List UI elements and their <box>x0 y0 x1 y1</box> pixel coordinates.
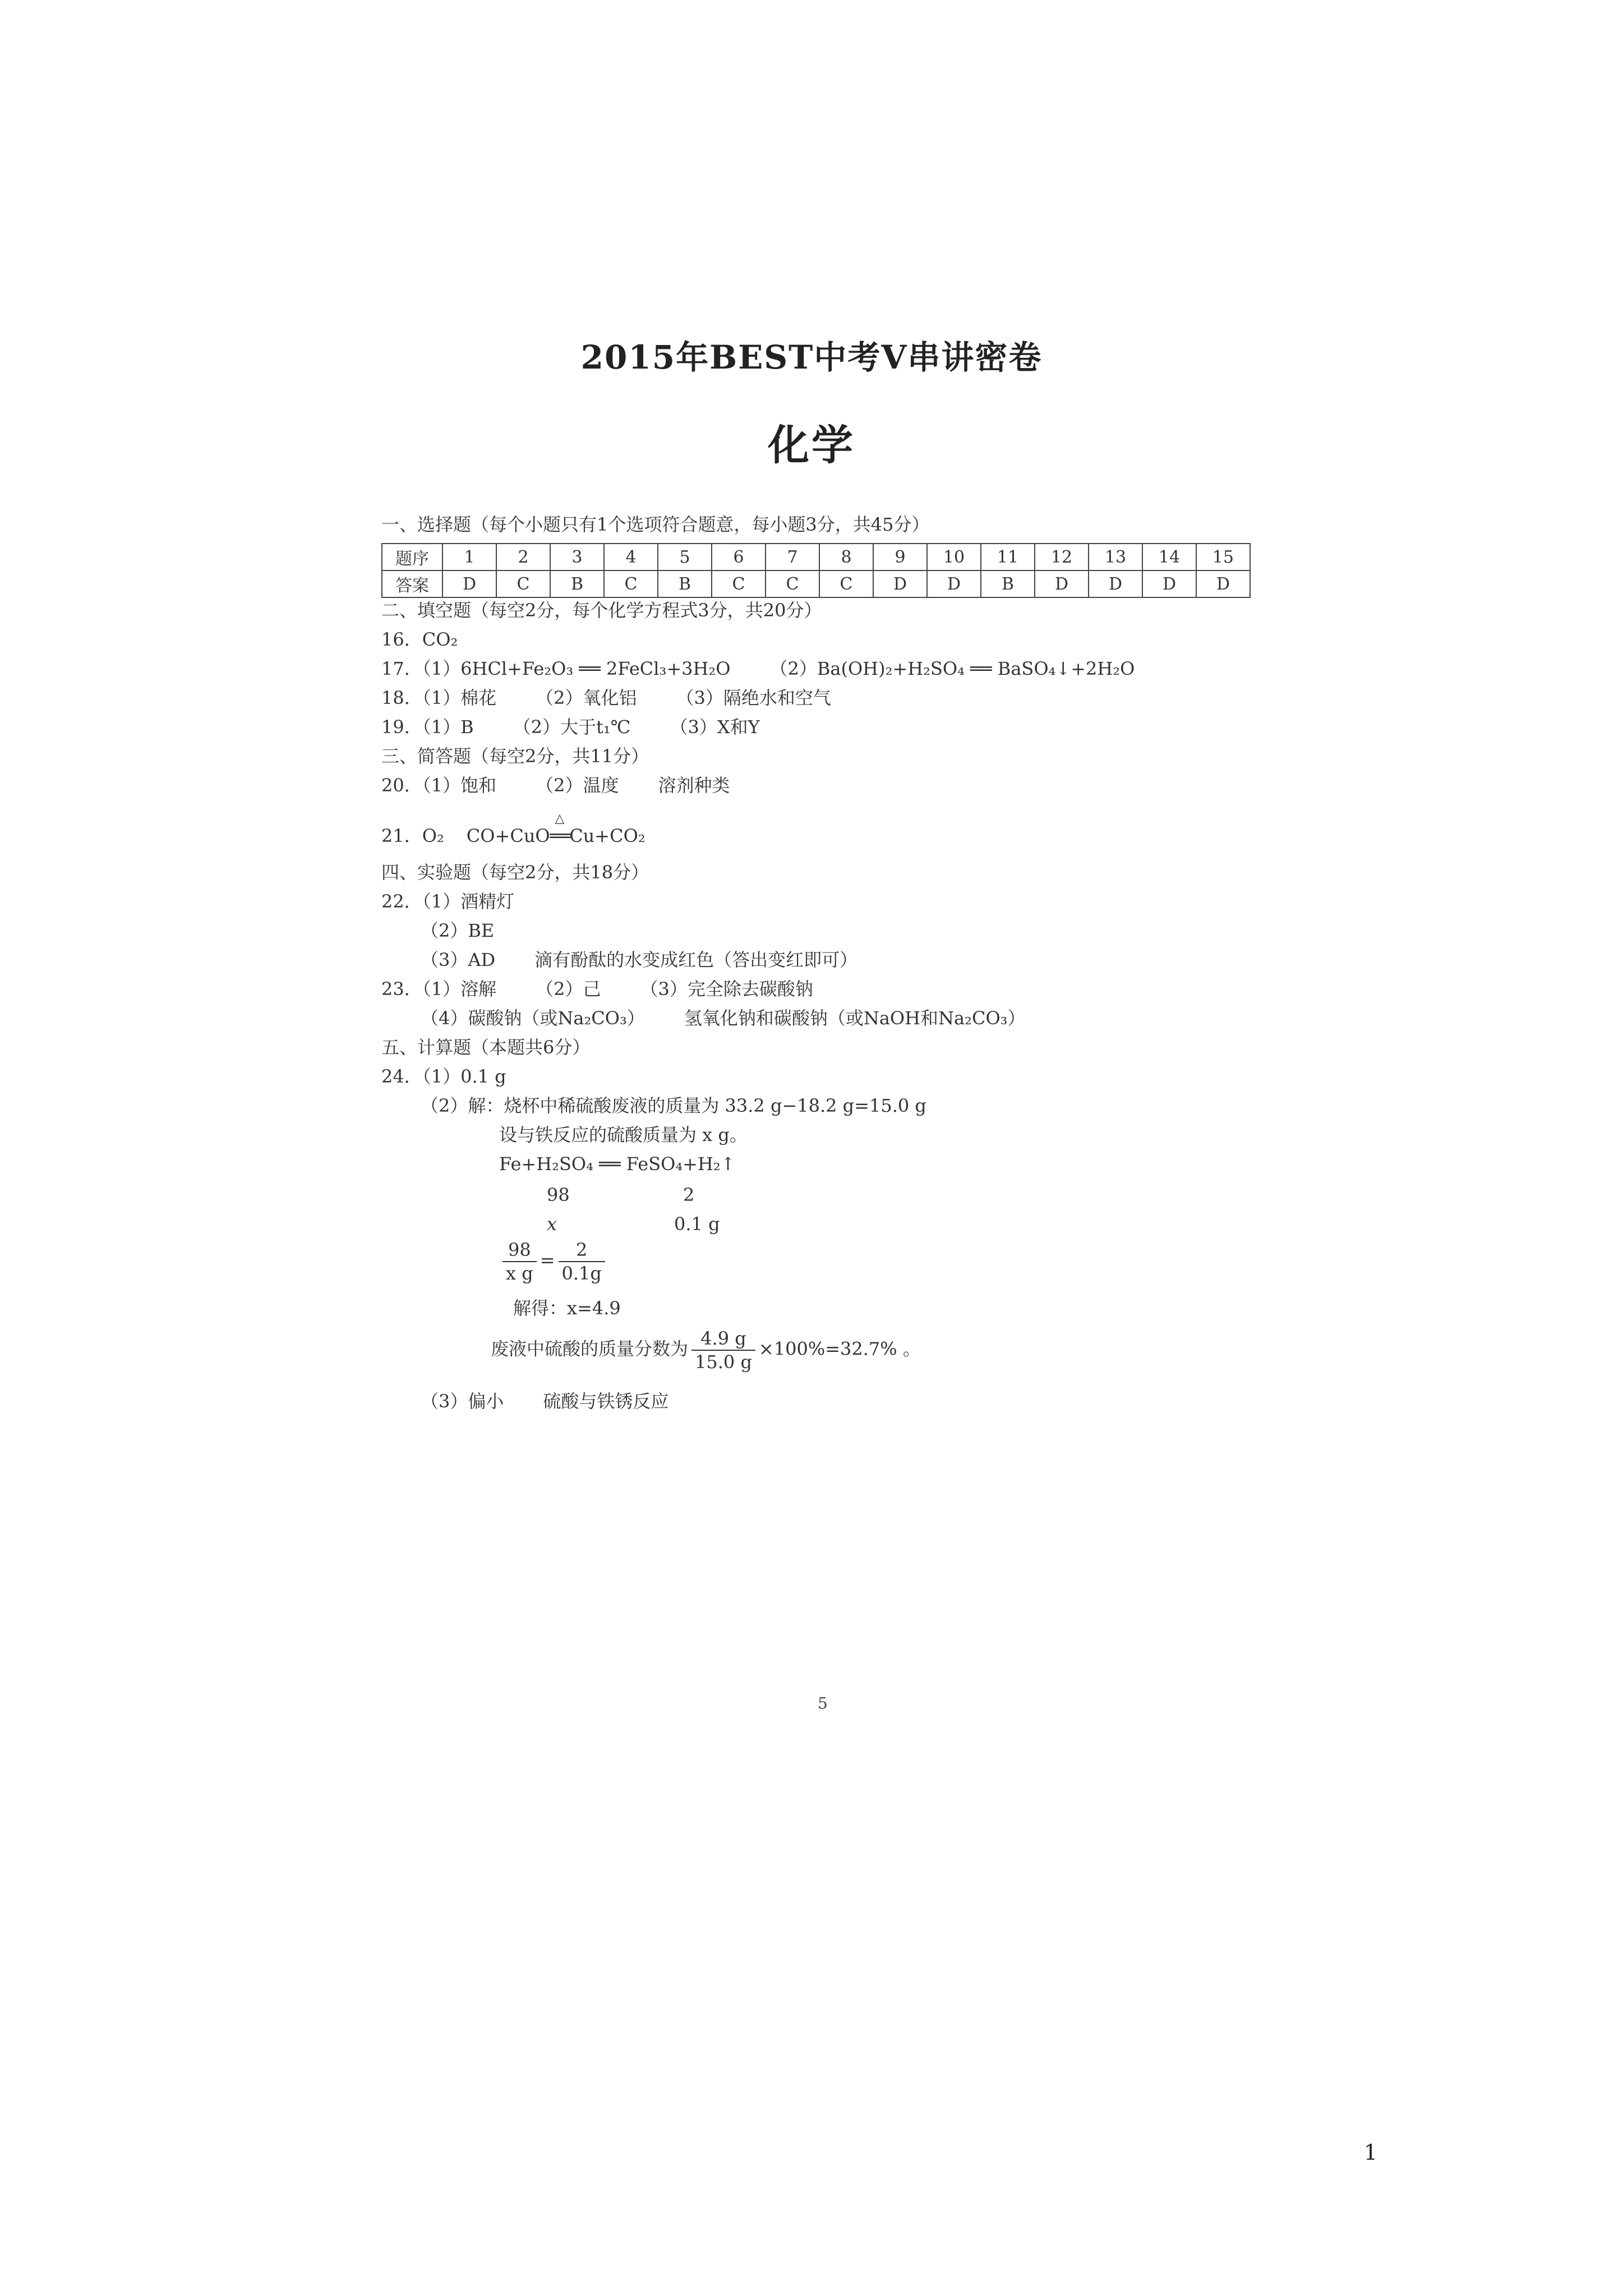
question-23 <box>381 978 813 1000</box>
question-18 <box>381 687 831 709</box>
answer-part: （3）AD <box>421 949 496 970</box>
answer-text: CO₂ <box>422 629 458 650</box>
question-number: 16． <box>381 629 422 650</box>
answer-part: （2）氧化铝 <box>536 687 637 708</box>
question-17 <box>381 657 1135 680</box>
table-cell: C <box>496 570 550 597</box>
answer-part: （1）棉花 <box>422 687 497 708</box>
question-number: 20． <box>381 775 422 796</box>
table-cell: 5 <box>658 544 712 570</box>
table-cell: D <box>1142 570 1196 597</box>
answer-part: 溶剂种类 <box>658 775 730 796</box>
table-cell: C <box>766 570 819 597</box>
question-22-part2: （2）BE <box>421 920 495 941</box>
equation-left: CO+CuO <box>466 825 550 846</box>
table-cell: 14 <box>1142 544 1196 570</box>
molar-mass-left: 98 <box>547 1184 570 1205</box>
table-row-answers <box>382 570 1250 597</box>
question-number: 21． <box>381 825 422 846</box>
mass-fraction-line <box>491 1328 921 1372</box>
answer-part: （2）大于t₁℃ <box>513 716 631 738</box>
question-24-part2-intro: （2）解：烧杯中稀硫酸废液的质量为 33.2 g−18.2 g=15.0 g <box>421 1095 926 1116</box>
table-cell: 7 <box>766 544 819 570</box>
table-cell: 12 <box>1035 544 1089 570</box>
section1-heading: 一、选择题（每个小题只有1个选项符合题意，每小题3分，共45分） <box>381 514 930 535</box>
section3-heading: 三、简答题（每空2分，共11分） <box>381 746 649 767</box>
answer-part: （1）6HCl+Fe₂O₃ ══ 2FeCl₃+3H₂O <box>422 658 731 679</box>
answer-part: （1）饱和 <box>422 775 497 796</box>
row-label: 题序 <box>382 544 442 570</box>
question-number: 19． <box>381 716 422 738</box>
table-cell: B <box>981 570 1035 597</box>
answer-part: （1）0.1 g <box>422 1066 506 1087</box>
question-number: 17． <box>381 658 422 679</box>
equals-sign: = <box>540 1249 555 1271</box>
triangle-icon: △ <box>555 812 565 826</box>
question-24-part3 <box>421 1390 668 1412</box>
table-cell: D <box>873 570 927 597</box>
corner-page-number: 1 <box>1364 2140 1378 2165</box>
table-cell: C <box>604 570 658 597</box>
question-21 <box>381 812 645 847</box>
variable-right: 0.1 g <box>674 1213 720 1235</box>
answer-part: O₂ <box>422 825 444 846</box>
answer-part: （3）X和Y <box>670 716 760 738</box>
question-number: 24． <box>381 1066 422 1087</box>
table-cell: 8 <box>819 544 873 570</box>
answer-table <box>381 543 1251 598</box>
answer-part: （2）温度 <box>536 775 619 796</box>
question-20 <box>381 774 730 797</box>
table-cell: 15 <box>1196 544 1250 570</box>
equation-right: Cu+CO₂ <box>569 825 645 846</box>
answer-part: （2）己 <box>536 978 601 1000</box>
answer-part: （3）偏小 <box>421 1391 504 1412</box>
question-22 <box>381 890 514 913</box>
result-text: 废液中硫酸的质量分数为 <box>491 1338 689 1360</box>
table-row-numbers <box>382 544 1250 570</box>
answer-part: 硫酸与铁锈反应 <box>543 1391 669 1412</box>
answer-part: （3）完全除去碳酸钠 <box>640 978 813 1000</box>
table-cell: 11 <box>981 544 1035 570</box>
answer-part: （2）Ba(OH)₂+H₂SO₄ ══ BaSO₄↓+2H₂O <box>769 658 1135 679</box>
table-cell: 3 <box>550 544 604 570</box>
table-cell: B <box>550 570 604 597</box>
table-cell: D <box>927 570 981 597</box>
subject-title: 化学 <box>768 421 855 470</box>
table-cell: D <box>1035 570 1089 597</box>
fraction-result: $\frac{4.9 g}{15.0 g}$ <box>691 1328 755 1372</box>
page-number: 5 <box>818 1694 828 1713</box>
table-cell: 6 <box>712 544 766 570</box>
row-label: 答案 <box>382 570 442 597</box>
answer-part: 氢氧化钠和碳酸钠（或NaOH和Na₂CO₃） <box>684 1007 1026 1029</box>
question-number: 23． <box>381 978 422 1000</box>
section4-heading: 四、实验题（每空2分，共18分） <box>381 862 649 883</box>
answer-part: 滴有酚酞的水变成红色（答出变红即可） <box>534 949 858 970</box>
table-cell: 1 <box>442 544 496 570</box>
table-cell: 10 <box>927 544 981 570</box>
proportion-equation <box>499 1240 608 1283</box>
question-24-assumption: 设与铁反应的硫酸质量为 x g。 <box>499 1124 748 1145</box>
answer-part: （1）B <box>422 716 474 738</box>
molar-mass-right: 2 <box>683 1184 695 1205</box>
fraction-right: $\frac{2}{0.1g}$ <box>559 1240 605 1283</box>
answer-part: （4）碳酸钠（或Na₂CO₃） <box>421 1007 645 1029</box>
answer-part: （1）溶解 <box>422 978 497 1000</box>
question-23-part4 <box>421 1007 1026 1029</box>
document-title: 2015年BEST中考V串讲密卷 <box>580 338 1043 376</box>
answer-part: （1）酒精灯 <box>422 891 515 912</box>
table-cell: 13 <box>1089 544 1142 570</box>
question-19 <box>381 716 760 738</box>
table-cell: 4 <box>604 544 658 570</box>
question-number: 18． <box>381 687 422 708</box>
question-24 <box>381 1065 506 1088</box>
table-cell: 9 <box>873 544 927 570</box>
section2-heading: 二、填空题（每空2分，每个化学方程式3分，共20分） <box>381 600 822 621</box>
question-22-part3 <box>421 949 857 971</box>
table-cell: C <box>712 570 766 597</box>
table-cell: D <box>442 570 496 597</box>
question-number: 22． <box>381 891 422 912</box>
chemical-equation: Fe+H₂SO₄ ══ FeSO₄+H₂↑ <box>499 1153 736 1175</box>
table-cell: 2 <box>496 544 550 570</box>
table-cell: D <box>1089 570 1142 597</box>
fraction-left: $\frac{98}{\text{x g}}$ <box>502 1240 537 1283</box>
table-cell: B <box>658 570 712 597</box>
question-16 <box>381 628 458 651</box>
table-cell: C <box>819 570 873 597</box>
answer-part: （3）隔绝水和空气 <box>676 687 831 708</box>
table-cell: D <box>1196 570 1250 597</box>
section5-heading: 五、计算题（本题共6分） <box>381 1037 591 1058</box>
result-text: ×100%=32.7% 。 <box>758 1338 921 1360</box>
solve-result: 解得：x=4.9 <box>513 1297 621 1319</box>
variable-left: x <box>547 1213 557 1235</box>
heat-condition: △ ══ <box>550 825 570 847</box>
